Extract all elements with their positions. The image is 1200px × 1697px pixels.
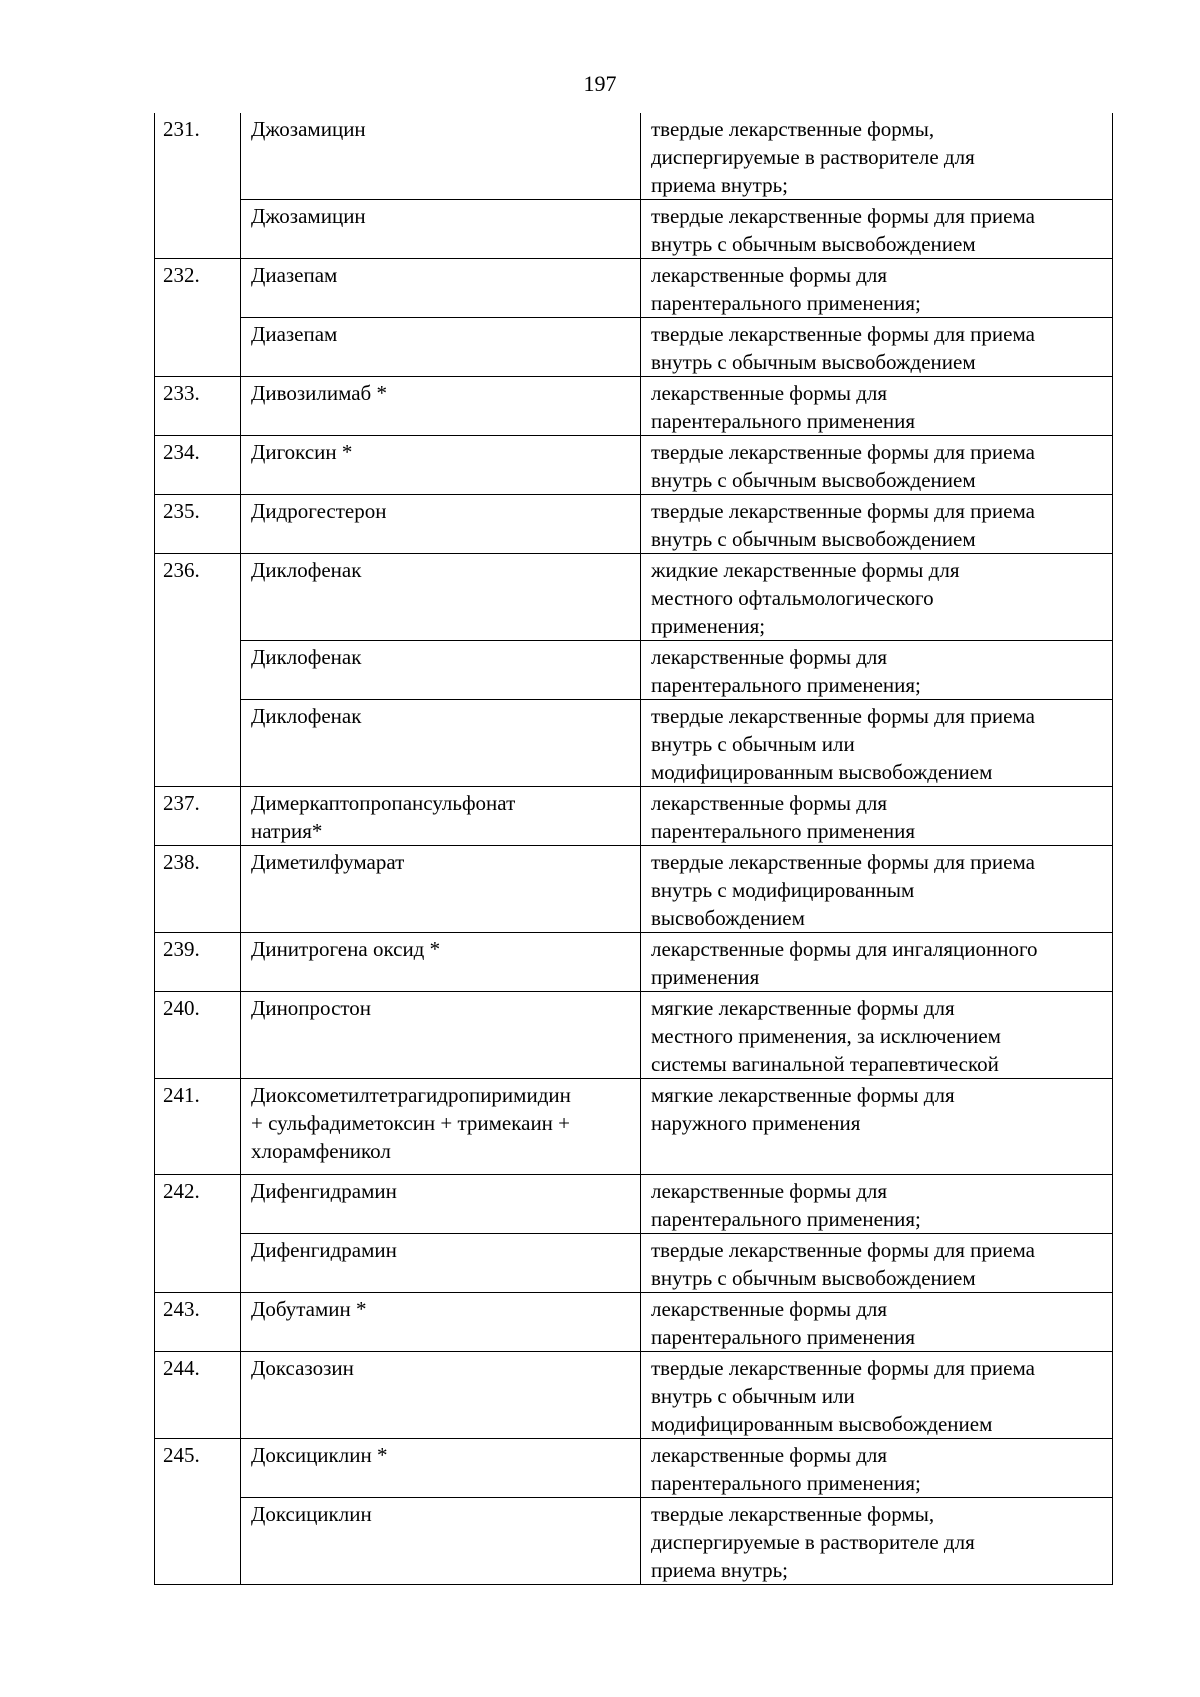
dosage-form-cell: твердые лекарственные формы для приема внутрь с модифицированным высвобождением (641, 846, 1113, 933)
dosage-form-cell: лекарственные формы для парентерального применения; (641, 1439, 1113, 1498)
row-number-cell: 236. (155, 554, 241, 787)
table-row (155, 641, 1113, 700)
table-row (155, 1234, 1113, 1293)
drug-name-cell: Дифенгидрамин (241, 1234, 641, 1293)
drug-name-cell: Диазепам (241, 318, 641, 377)
dosage-form-cell: твердые лекарственные формы для приема внутрь с обычным высвобождением (641, 318, 1113, 377)
table-row (155, 933, 1113, 992)
table-row (155, 495, 1113, 554)
drug-name-cell: Доксазозин (241, 1352, 641, 1439)
drug-name-cell: Димеркаптопропансульфонат натрия* (241, 787, 641, 846)
table-row (155, 113, 1113, 200)
drug-name-cell: Динопростон (241, 992, 641, 1079)
dosage-form-cell: лекарственные формы для парентерального применения; (641, 1175, 1113, 1234)
row-number-cell: 238. (155, 846, 241, 933)
dosage-form-cell: лекарственные формы для ингаляционного применения (641, 933, 1113, 992)
row-number-cell: 245. (155, 1439, 241, 1585)
row-number-cell: 235. (155, 495, 241, 554)
row-number-cell: 240. (155, 992, 241, 1079)
drug-name-cell: Доксициклин (241, 1498, 641, 1585)
dosage-form-cell: лекарственные формы для парентерального применения (641, 787, 1113, 846)
table-row (155, 700, 1113, 787)
row-number-cell: 239. (155, 933, 241, 992)
drug-table (154, 113, 1113, 1585)
dosage-form-cell: твердые лекарственные формы для приема внутрь с обычным высвобождением (641, 200, 1113, 259)
row-number-cell: 234. (155, 436, 241, 495)
dosage-form-cell: лекарственные формы для парентерального применения; (641, 259, 1113, 318)
drug-name-cell: Диазепам (241, 259, 641, 318)
dosage-form-cell: твердые лекарственные формы для приема внутрь с обычным высвобождением (641, 436, 1113, 495)
row-number-cell: 232. (155, 259, 241, 377)
dosage-form-cell: мягкие лекарственные формы для наружного применения (641, 1079, 1113, 1175)
drug-name-cell: Дигоксин * (241, 436, 641, 495)
dosage-form-cell: твердые лекарственные формы для приема внутрь с обычным или модифицированным высвобождением (641, 700, 1113, 787)
drug-name-cell: Джозамицин (241, 200, 641, 259)
dosage-form-cell: жидкие лекарственные формы для местного офтальмологического применения; (641, 554, 1113, 641)
table-row (155, 1439, 1113, 1498)
dosage-form-cell: твердые лекарственные формы для приема внутрь с обычным высвобождением (641, 495, 1113, 554)
dosage-form-cell: лекарственные формы для парентерального применения; (641, 641, 1113, 700)
table-row (155, 1175, 1113, 1234)
drug-name-cell: Диклофенак (241, 554, 641, 641)
dosage-form-cell: мягкие лекарственные формы для местного применения, за исключением системы вагинальной терапевтической (641, 992, 1113, 1079)
drug-name-cell: Диклофенак (241, 700, 641, 787)
table-row (155, 318, 1113, 377)
table-row (155, 259, 1113, 318)
table-row (155, 787, 1113, 846)
dosage-form-cell: лекарственные формы для парентерального применения (641, 1293, 1113, 1352)
drug-name-cell: Добутамин * (241, 1293, 641, 1352)
drug-name-cell: Доксициклин * (241, 1439, 641, 1498)
table-row (155, 1079, 1113, 1175)
dosage-form-cell: твердые лекарственные формы, диспергируемые в растворителе для приема внутрь; (641, 113, 1113, 200)
drug-name-cell: Диклофенак (241, 641, 641, 700)
row-number-cell: 243. (155, 1293, 241, 1352)
row-number-cell: 231. (155, 113, 241, 259)
row-number-cell: 244. (155, 1352, 241, 1439)
table-row (155, 992, 1113, 1079)
row-number-cell: 237. (155, 787, 241, 846)
table-row (155, 554, 1113, 641)
dosage-form-cell: твердые лекарственные формы, диспергируемые в растворителе для приема внутрь; (641, 1498, 1113, 1585)
drug-name-cell: Дидрогестерон (241, 495, 641, 554)
drug-name-cell: Джозамицин (241, 113, 641, 200)
table-row (155, 1498, 1113, 1585)
drug-name-cell: Динитрогена оксид * (241, 933, 641, 992)
table-row (155, 846, 1113, 933)
drug-name-cell: Диоксометилтетрагидропиримидин + сульфадиметоксин + тримекаин + хлорамфеникол (241, 1079, 641, 1175)
drug-name-cell: Дивозилимаб * (241, 377, 641, 436)
drug-table-body (155, 113, 1113, 1585)
dosage-form-cell: твердые лекарственные формы для приема внутрь с обычным или модифицированным высвобождением (641, 1352, 1113, 1439)
dosage-form-cell: твердые лекарственные формы для приема внутрь с обычным высвобождением (641, 1234, 1113, 1293)
dosage-form-cell: лекарственные формы для парентерального применения (641, 377, 1113, 436)
table-row (155, 200, 1113, 259)
row-number-cell: 242. (155, 1175, 241, 1293)
row-number-cell: 233. (155, 377, 241, 436)
page-number: 197 (583, 71, 617, 96)
row-number-cell: 241. (155, 1079, 241, 1175)
table-row (155, 1293, 1113, 1352)
table-row (155, 436, 1113, 495)
drug-name-cell: Дифенгидрамин (241, 1175, 641, 1234)
drug-name-cell: Диметилфумарат (241, 846, 641, 933)
table-row (155, 1352, 1113, 1439)
table-row (155, 377, 1113, 436)
